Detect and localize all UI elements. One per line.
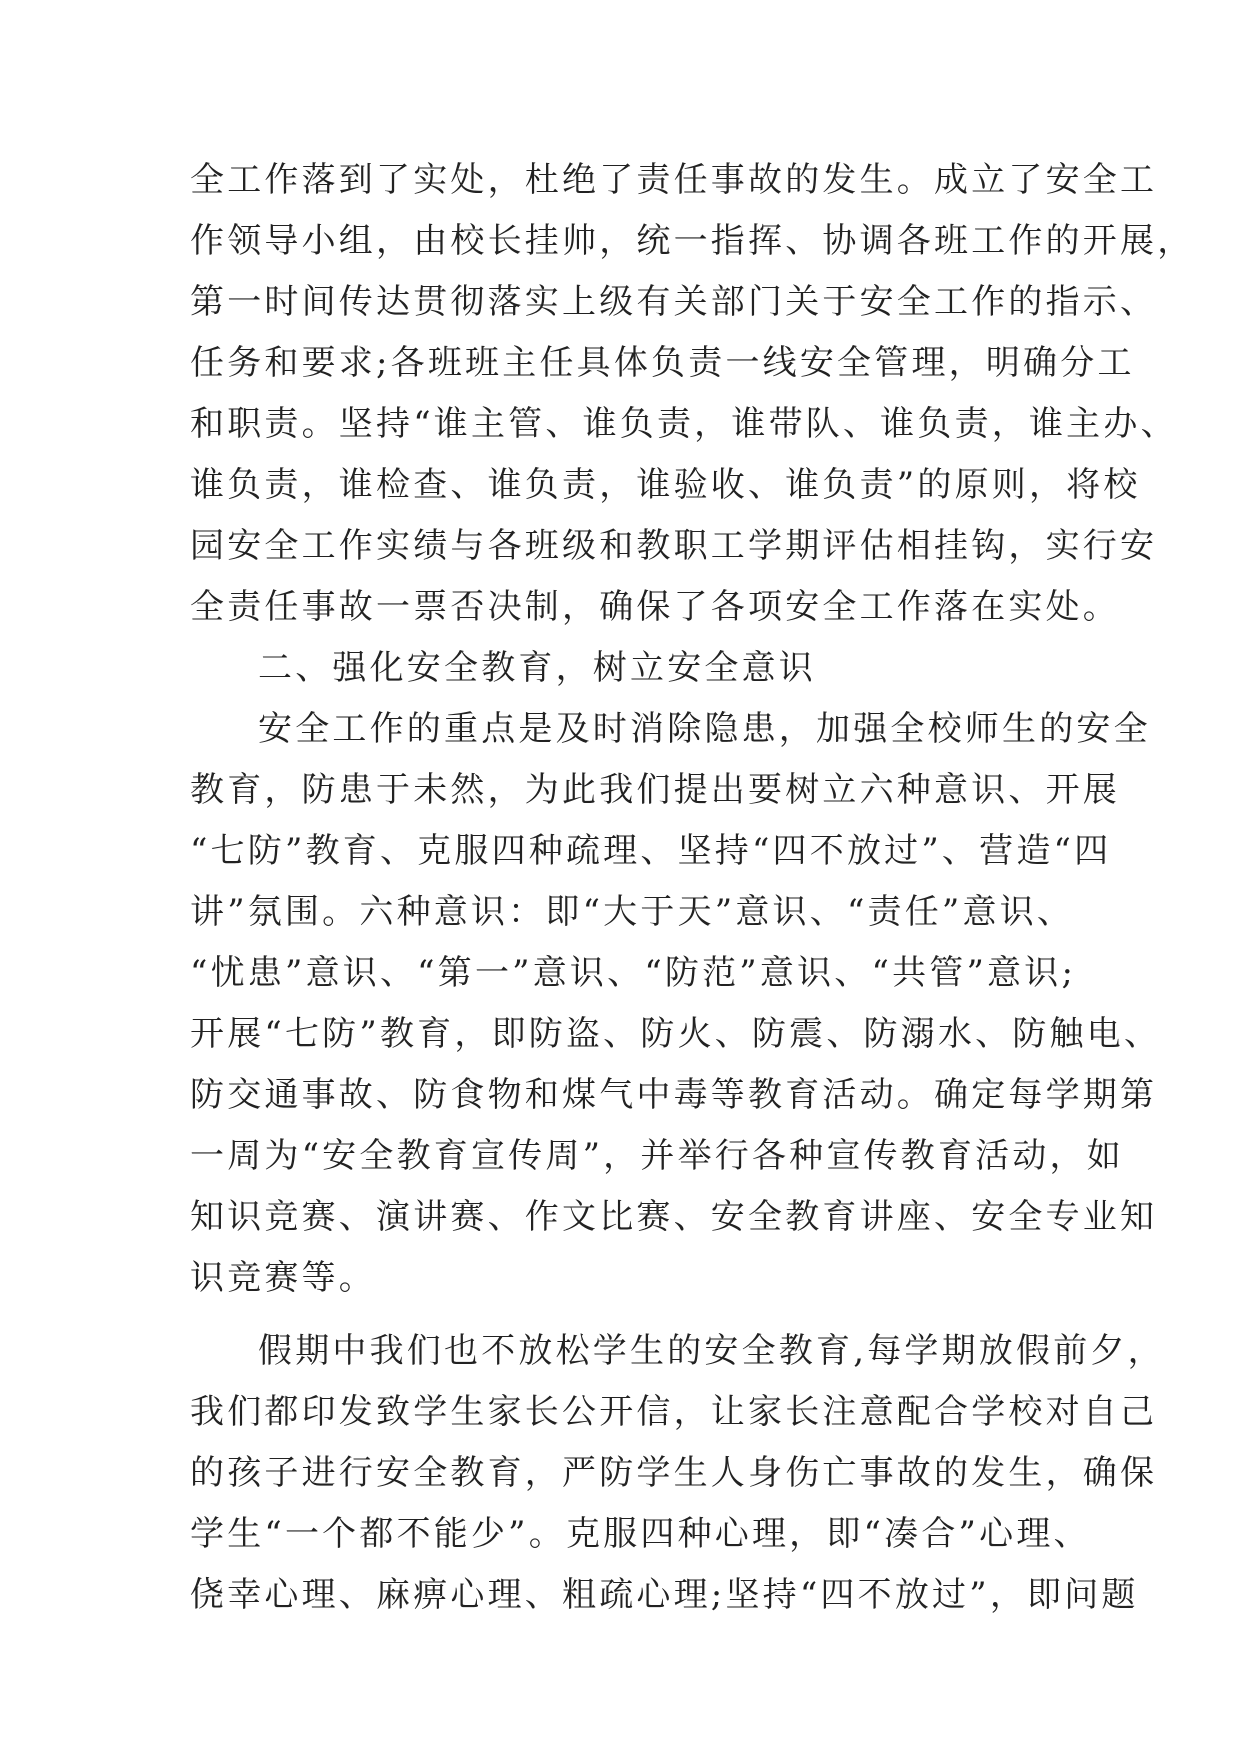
text-line: 假期中我们也不放松学生的安全教育,每学期放假前夕， — [258, 1331, 1165, 1371]
text-line: 谁负责，谁检查、谁负责，谁验收、谁负责”的原则，将校 — [190, 465, 1141, 505]
text-line: 学生“一个都不能少”。克服四种心理，即“凑合”心理、 — [190, 1514, 1091, 1554]
text-line: 园安全工作实绩与各班级和教职工学期评估相挂钩，实行安 — [190, 526, 1158, 566]
text-line: 第一时间传达贯彻落实上级有关部门关于安全工作的指示、 — [190, 282, 1158, 322]
text-line: 教育，防患于未然，为此我们提出要树立六种意识、开展 — [190, 770, 1120, 810]
text-line: 作领导小组，由校长挂帅，统一指挥、协调各班工作的开展， — [190, 221, 1195, 261]
text-line: 一周为“安全教育宣传周”，并举行各种宣传教育活动，如 — [190, 1136, 1124, 1176]
text-line: 的孩子进行安全教育，严防学生人身伤亡事故的发生，确保 — [190, 1453, 1158, 1493]
text-line: 讲”氛围。六种意识：即“大于天”意识、“责任”意识、 — [190, 892, 1075, 932]
paragraph-spacer — [190, 1309, 1050, 1321]
text-line: 全责任事故一票否决制，确保了各项安全工作落在实处。 — [190, 587, 1120, 627]
text-line: “七防”教育、克服四种疏理、坚持“四不放过”、营造“四 — [190, 831, 1112, 871]
paragraph-safety-education — [190, 699, 1162, 1309]
text-line: 知识竞赛、演讲赛、作文比赛、安全教育讲座、安全专业知 — [190, 1197, 1158, 1237]
text-line: 侥幸心理、麻痹心理、粗疏心理;坚持“四不放过”，即问题 — [190, 1575, 1139, 1615]
text-line: 开展“七防”教育，即防盗、防火、防震、防溺水、防触电、 — [190, 1014, 1162, 1054]
document-body — [190, 150, 1195, 1626]
text-line: 防交通事故、防食物和煤气中毒等教育活动。确定每学期第 — [190, 1075, 1158, 1115]
text-line: 我们都印发致学生家长公开信，让家长注意配合学校对自己 — [190, 1392, 1158, 1432]
text-line: 和职责。坚持“谁主管、谁负责，谁带队、谁负责，谁主办、 — [190, 404, 1178, 444]
text-line: 识竞赛等。 — [190, 1258, 376, 1298]
section-heading: 二、强化安全教育，树立安全意识 — [258, 648, 816, 688]
paragraph-holiday-safety — [190, 1321, 1165, 1626]
text-line: “忧患”意识、“第一”意识、“防范”意识、“共管”意识; — [190, 953, 1077, 993]
text-line: 任务和要求;各班班主任具体负责一线安全管理，明确分工 — [190, 343, 1135, 383]
text-line: 安全工作的重点是及时消除隐患，加强全校师生的安全 — [258, 709, 1151, 749]
paragraph-safety-responsibility — [190, 150, 1195, 638]
text-line: 全工作落到了实处，杜绝了责任事故的发生。成立了安全工 — [190, 160, 1158, 200]
